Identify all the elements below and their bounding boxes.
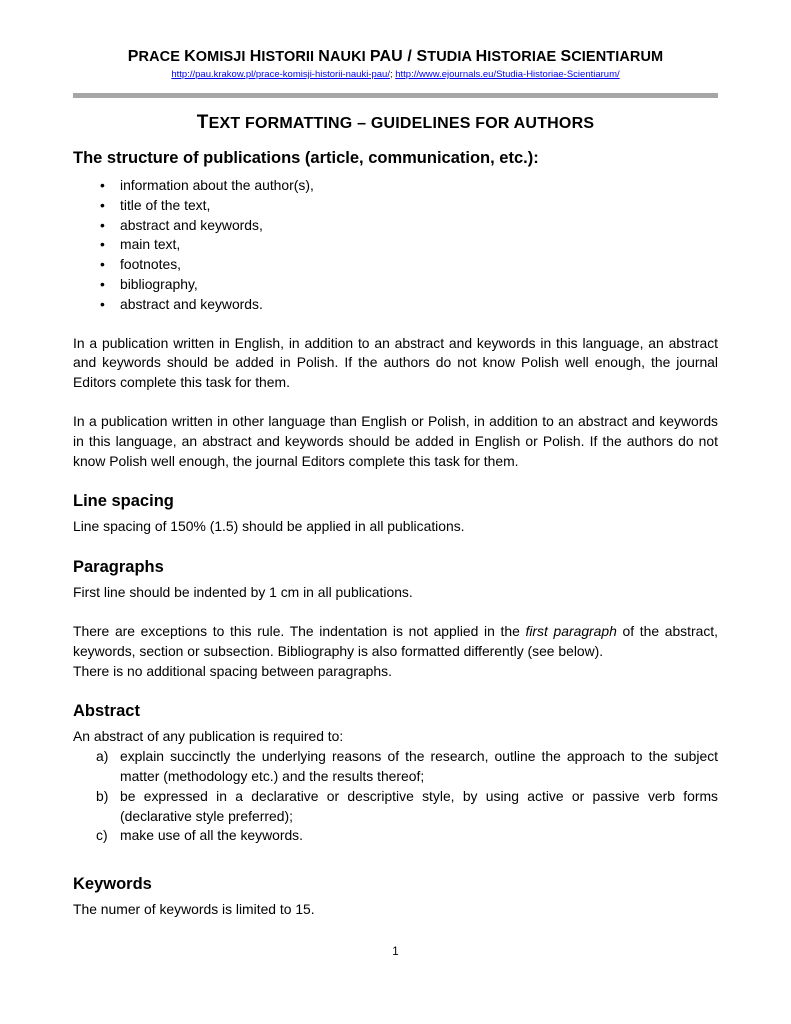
bullet-icon: • xyxy=(100,275,105,292)
journal-title-part: S xyxy=(560,48,572,65)
document-title xyxy=(0,112,791,134)
journal-link-ejournals[interactable]: http://www.ejournals.eu/Studia-Historiae-Scientiarum/ xyxy=(395,69,620,80)
journal-title-part: AUKI xyxy=(329,49,370,65)
list-item xyxy=(73,196,718,216)
journal-title-part: ISTORIAE xyxy=(487,49,561,65)
emphasis-first-paragraph: first paragraph xyxy=(525,622,617,639)
list-item-text: footnotes, xyxy=(120,256,182,273)
keywords-heading: Keywords xyxy=(73,875,152,894)
list-item-text: bibliography, xyxy=(120,275,198,292)
list-item-text: abstract and keywords. xyxy=(120,295,263,312)
title-initial: T xyxy=(196,112,209,133)
line-spacing-heading: Line spacing xyxy=(73,492,174,511)
paragraphs-text-3: There is no additional spacing between paragraphs. xyxy=(73,662,392,679)
list-item xyxy=(73,747,718,787)
list-item xyxy=(73,826,718,846)
journal-title-part: RACE xyxy=(138,49,185,65)
list-item xyxy=(73,255,718,275)
title-rest: EXT FORMATTING – GUIDELINES FOR AUTHORS xyxy=(208,115,595,132)
paragraphs-text-2-start: There are exceptions to this rule. The indentation is not applied in the xyxy=(73,622,526,639)
list-item xyxy=(73,216,718,236)
list-item-text: be expressed in a declarative or descriptive style, by using active or passive verb forms (declarative style preferred); xyxy=(120,787,718,824)
journal-title-part: CIENTIARUM xyxy=(571,49,664,65)
list-marker: a) xyxy=(96,748,109,765)
journal-title-part: N xyxy=(318,48,330,65)
journal-title-part: OMISJI xyxy=(195,49,250,65)
journal-title-part: S xyxy=(416,48,428,65)
journal-title-part: TUDIA xyxy=(427,49,476,65)
paragraphs-text-1: First line should be indented by 1 cm in all publications. xyxy=(73,584,413,601)
list-item-text: explain succinctly the underlying reasons of the research, outline the approach to the subject matter (methodology etc.) and the results thereof; xyxy=(120,748,718,784)
list-item-text: make use of all the keywords. xyxy=(120,827,303,844)
list-marker: b) xyxy=(96,787,109,804)
list-item xyxy=(73,295,718,315)
line-spacing-text: Line spacing of 150% (1.5) should be applied in all publications. xyxy=(73,518,465,535)
english-abstract-paragraph: In a publication written in English, in addition to an abstract and keywords in this language, an abstract and keywords should be added in Polish. If the authors do not know Polish well enough, the journal Editors complete this task for them. xyxy=(73,334,718,391)
list-item xyxy=(73,787,718,827)
header-divider xyxy=(73,93,718,98)
paragraphs-heading: Paragraphs xyxy=(73,558,164,577)
journal-title-part: PAU / xyxy=(369,48,417,65)
list-item xyxy=(73,275,718,295)
bullet-icon: • xyxy=(100,236,105,253)
journal-links xyxy=(0,69,791,80)
journal-link-pau[interactable]: http://pau.krakow.pl/prace-komisji-historii-nauki-pau/ xyxy=(171,69,390,80)
link-separator: ; xyxy=(389,69,396,80)
bullet-icon: • xyxy=(100,196,105,213)
list-item-text: title of the text, xyxy=(120,196,211,213)
bullet-icon: • xyxy=(100,216,105,233)
journal-title-part: H xyxy=(249,48,262,65)
bullet-icon: • xyxy=(100,177,105,193)
structure-heading: The structure of publications (article, communication, etc.): xyxy=(73,149,539,167)
abstract-requirements-list xyxy=(73,747,718,846)
journal-title-part: K xyxy=(184,48,196,65)
keywords-text: The numer of keywords is limited to 15. xyxy=(73,901,315,918)
list-marker: c) xyxy=(96,827,108,844)
bullet-icon: • xyxy=(100,295,105,312)
structure-list xyxy=(73,176,718,315)
bullet-icon: • xyxy=(100,256,105,273)
journal-title-part: ISTORII xyxy=(261,49,319,65)
journal-header xyxy=(0,48,791,80)
journal-title-part: H xyxy=(475,48,488,65)
page-number: 1 xyxy=(392,946,399,958)
other-language-paragraph: In a publication written in other language than English or Polish, in addition to an abstract and keywords in this language, an abstract and keywords should be added in English or Polish. If the authors do not know Polish well enough, the journal Editors complete this task for them. xyxy=(73,412,718,469)
document-body xyxy=(73,146,718,920)
journal-title xyxy=(0,48,791,66)
paragraphs-text-2 xyxy=(73,622,718,662)
list-item-text: abstract and keywords, xyxy=(120,216,263,233)
list-item-text: main text, xyxy=(120,236,181,253)
list-item-text: information about the author(s), xyxy=(120,177,314,193)
list-item xyxy=(73,235,718,255)
list-item xyxy=(73,176,718,196)
paragraphs-text-2-end: of the abstract, keywords, section or subsection. Bibliography is also formatted differently (see below). xyxy=(73,622,719,659)
journal-title-part: P xyxy=(127,48,139,65)
abstract-intro: An abstract of any publication is required to: xyxy=(73,728,344,745)
abstract-heading: Abstract xyxy=(73,702,140,721)
